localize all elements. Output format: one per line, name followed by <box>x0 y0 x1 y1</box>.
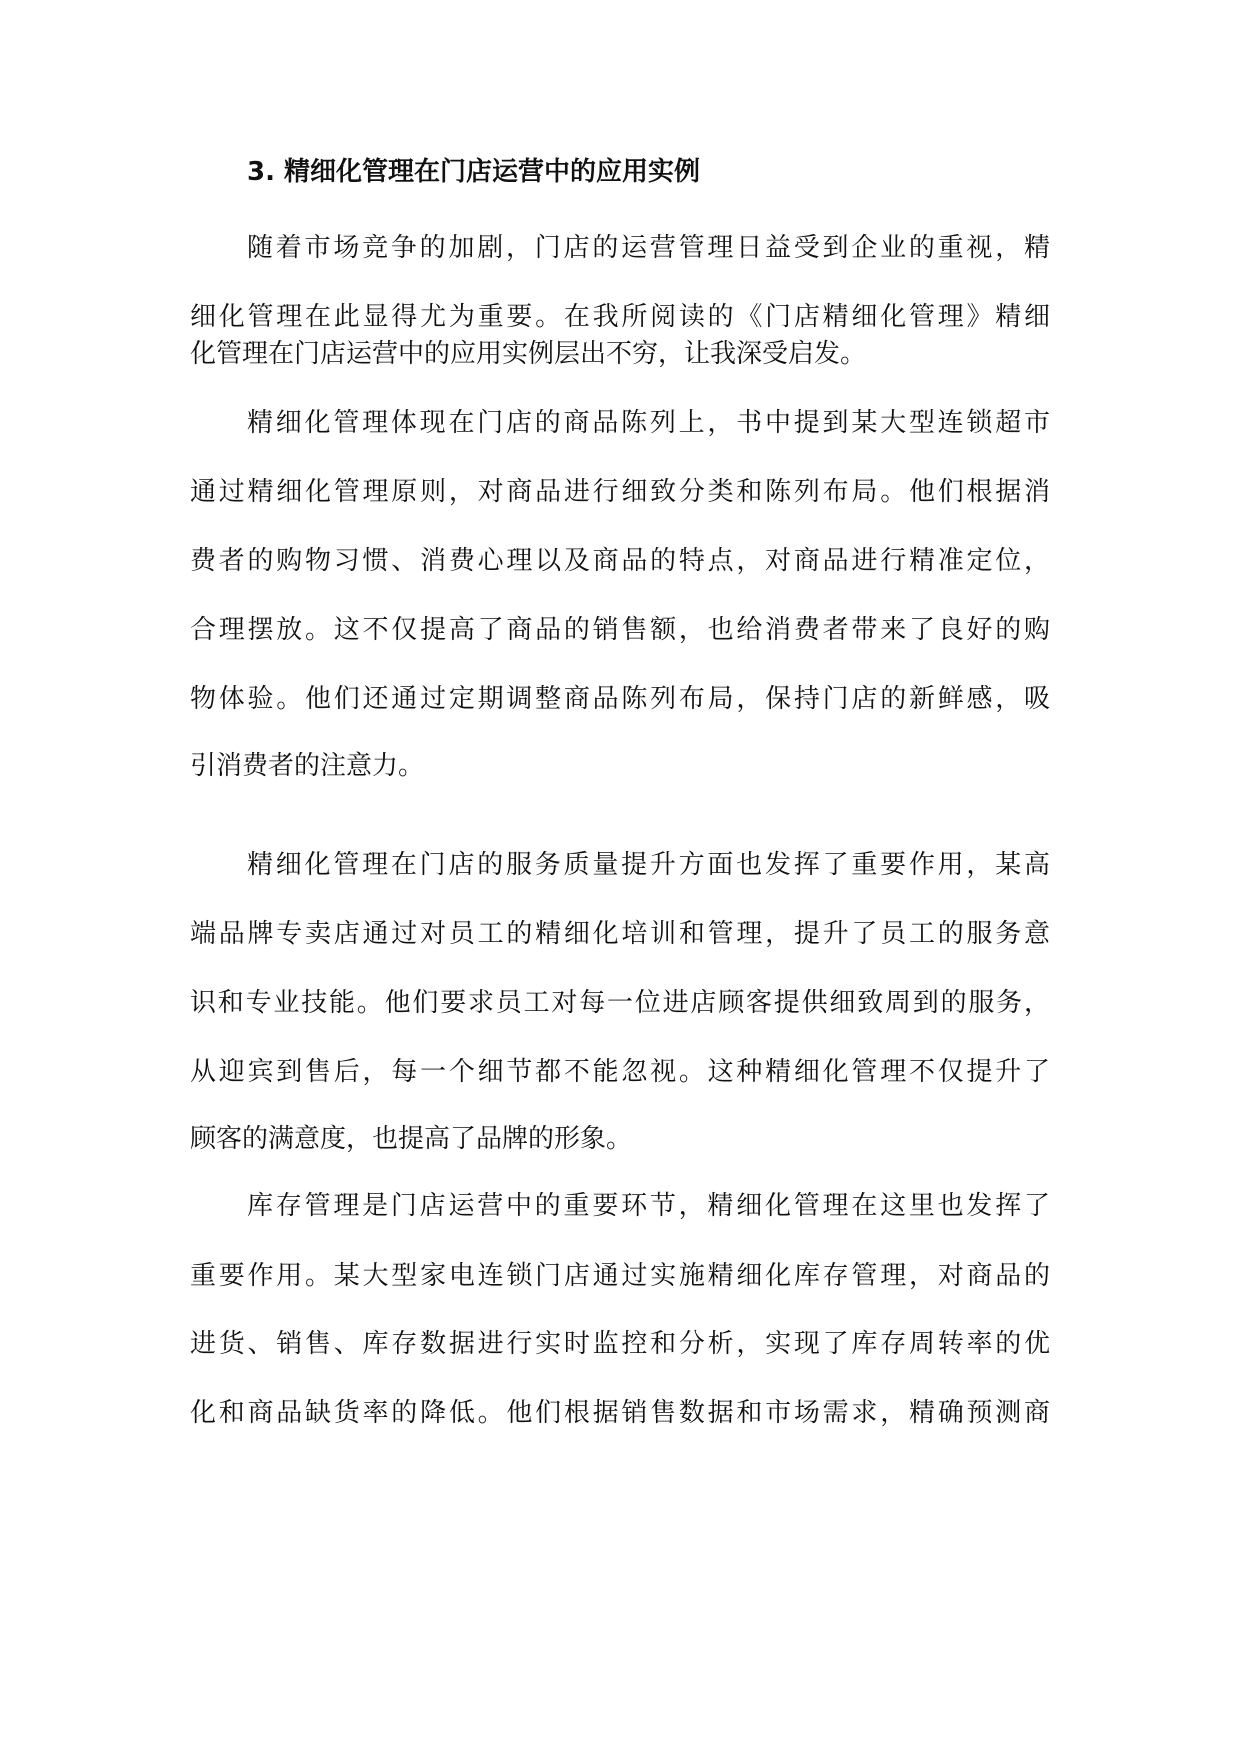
paragraph-1-line-1: 随着市场竞争的加剧，门店的运营管理日益受到企业的重视，精 <box>247 233 1050 263</box>
paragraph-3-line-5: 顾客的满意度，也提高了品牌的形象。 <box>190 1124 633 1154</box>
paragraph-4-line-3: 进货、销售、库存数据进行实时监控和分析，实现了库存周转率的优 <box>190 1329 1050 1359</box>
paragraph-1-line-2: 细化管理在此显得尤为重要。在我所阅读的《门店精细化管理》精细 <box>190 302 1050 332</box>
paragraph-4-line-1: 库存管理是门店运营中的重要环节，精细化管理在这里也发挥了 <box>247 1191 1050 1221</box>
paragraph-4-line-2: 重要作用。某大型家电连锁门店通过实施精细化库存管理，对商品的 <box>190 1261 1050 1291</box>
paragraph-2-line-1: 精细化管理体现在门店的商品陈列上，书中提到某大型连锁超市 <box>247 408 1050 438</box>
paragraph-3-line-4: 从迎宾到售后，每一个细节都不能忽视。这种精细化管理不仅提升了 <box>190 1057 1050 1087</box>
paragraph-2-line-4: 合理摆放。这不仅提高了商品的销售额，也给消费者带来了良好的购 <box>190 615 1050 645</box>
paragraph-3-line-3: 识和专业技能。他们要求员工对每一位进店顾客提供细致周到的服务， <box>190 988 1050 1018</box>
paragraph-3-line-2: 端品牌专卖店通过对员工的精细化培训和管理，提升了员工的服务意 <box>190 919 1050 949</box>
paragraph-2-line-6: 引消费者的注意力。 <box>190 751 425 781</box>
paragraph-4-line-4: 化和商品缺货率的降低。他们根据销售数据和市场需求，精确预测商 <box>190 1398 1050 1428</box>
paragraph-2-line-2: 通过精细化管理原则，对商品进行细致分类和陈列布局。他们根据消 <box>190 477 1050 507</box>
paragraph-1-line-3: 化管理在门店运营中的应用实例层出不穷，让我深受启发。 <box>190 339 867 369</box>
paragraph-3-line-1: 精细化管理在门店的服务质量提升方面也发挥了重要作用，某高 <box>247 850 1050 880</box>
paragraph-2-line-5: 物体验。他们还通过定期调整商品陈列布局，保持门店的新鲜感，吸 <box>190 684 1050 714</box>
paragraph-2-line-3: 费者的购物习惯、消费心理以及商品的特点，对商品进行精准定位， <box>190 546 1050 576</box>
section-heading: 3. 精细化管理在门店运营中的应用实例 <box>247 157 701 187</box>
